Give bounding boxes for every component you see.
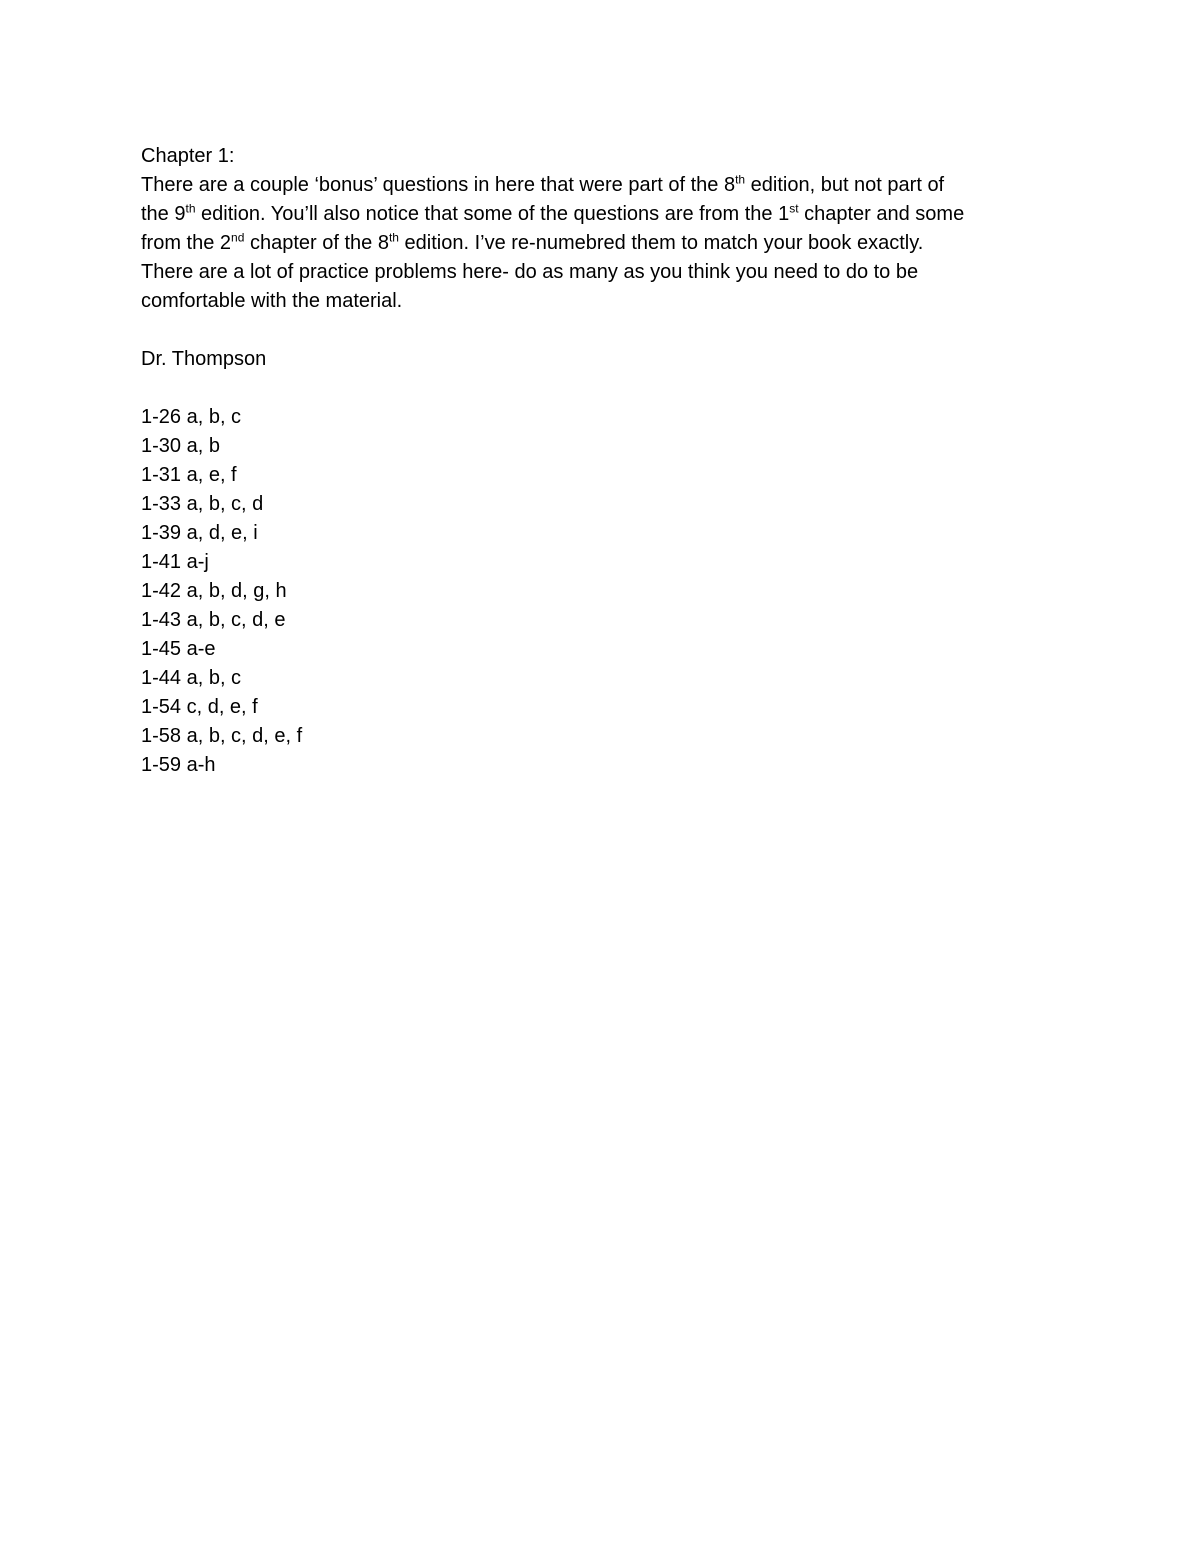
signature: Dr. Thompson — [141, 348, 267, 370]
superscript: th — [185, 201, 196, 216]
blank-line — [141, 374, 1061, 403]
intro-paragraph — [141, 171, 1061, 316]
blank-line — [141, 316, 1061, 345]
list-item: 1-54 c, d, e, f — [141, 696, 258, 718]
paragraph-line — [141, 200, 1061, 229]
list-item: 1-43 a, b, c, d, e — [141, 609, 286, 631]
paragraph-line — [141, 229, 1061, 258]
paragraph-line: There are a lot of practice problems here- do as many as you think you need to do to be — [141, 261, 919, 283]
list-item: 1-30 a, b — [141, 435, 220, 457]
text-run: edition. I’ve re-numebred them to match your book exactly. — [398, 232, 924, 254]
superscript: th — [735, 172, 746, 187]
paragraph-line: comfortable with the material. — [141, 290, 403, 312]
list-item: 1-45 a-e — [141, 638, 216, 660]
document-body — [141, 142, 1061, 780]
list-item: 1-42 a, b, d, g, h — [141, 580, 287, 602]
superscript: th — [388, 230, 399, 245]
list-item: 1-58 a, b, c, d, e, f — [141, 725, 303, 747]
chapter-heading: Chapter 1: — [141, 145, 235, 167]
problem-list — [141, 403, 1061, 780]
text-run: the 9 — [141, 203, 186, 225]
text-run: There are a couple ‘bonus’ questions in here that were part of the 8 — [141, 174, 736, 196]
list-item: 1-33 a, b, c, d — [141, 493, 264, 515]
text-run: from the 2 — [141, 232, 232, 254]
text-run: chapter and some — [798, 203, 965, 225]
text-run: edition. You’ll also notice that some of the questions are from the 1 — [195, 203, 790, 225]
list-item: 1-31 a, e, f — [141, 464, 237, 486]
list-item: 1-44 a, b, c — [141, 667, 242, 689]
list-item: 1-26 a, b, c — [141, 406, 242, 428]
list-item: 1-39 a, d, e, i — [141, 522, 258, 544]
list-item: 1-41 a-j — [141, 551, 209, 573]
paragraph-line — [141, 171, 1061, 200]
list-item: 1-59 a-h — [141, 754, 216, 776]
superscript: st — [789, 201, 799, 216]
text-run: edition, but not part of — [745, 174, 945, 196]
text-run: chapter of the 8 — [244, 232, 389, 254]
superscript: nd — [231, 230, 245, 245]
